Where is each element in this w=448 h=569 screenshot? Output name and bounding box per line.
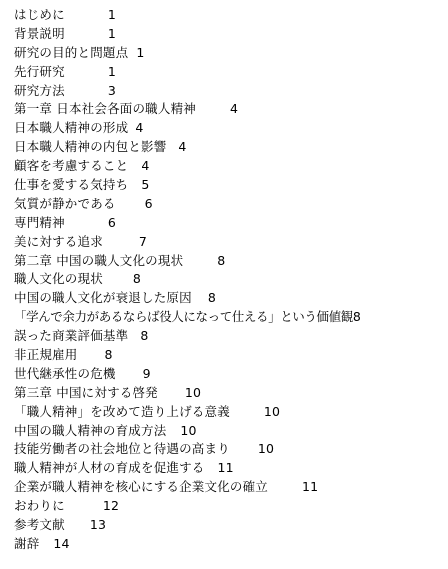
toc-entry-page: 10 [263,403,281,419]
toc-entry [14,270,444,289]
toc-entry-page: 10 [257,441,275,457]
toc-entry-page: 1 [107,25,116,41]
toc-entry [14,214,444,233]
toc-entry [14,327,444,346]
toc-entry-page: 11 [302,479,319,495]
toc-entry-title: 中国の職人文化が衰退した原因 [14,290,192,306]
toc-entry-title: 仕事を愛する気持ち [14,177,129,193]
toc-entry-page: 8 [207,290,216,306]
toc-entry-page: 4 [178,139,187,155]
toc-entry [14,100,444,119]
toc-entry-page: 3 [107,82,116,98]
toc-entry-page: 6 [107,214,116,230]
toc-entry-title: 日本職人精神の内包と影響 [14,139,167,155]
toc-entry-page: 10 [180,422,197,438]
toc-entry [14,440,444,459]
toc-entry-page: 8 [132,271,142,287]
toc-entry-page: 8 [140,328,149,344]
toc-entry [14,119,444,138]
toc-entry [14,157,444,176]
toc-entry [14,497,444,516]
toc-entry [14,6,444,25]
toc-entry-title: 先行研究 [14,63,65,79]
toc-entry-title: 参考文献 [14,517,65,533]
toc-entry-title: 第一章 日本社会各面の職人精神 [14,101,196,117]
toc-entry-title: 専門精神 [14,214,65,230]
toc-entry [14,25,444,44]
toc-entry-page: 8 [217,252,226,268]
toc-entry-title: 第三章 中国に対する啓発 [14,384,158,400]
toc-entry-title: 職人精神が人材の育成を促進する [14,460,205,476]
toc-entry-page: 6 [144,195,153,211]
toc-entry [14,195,444,214]
toc-entry-title: 職人文化の現状 [14,271,103,287]
toc-entry-page: 7 [138,233,148,249]
toc-entry-page: 1 [107,7,116,22]
toc-entry [14,365,444,384]
toc-entry-page: 10 [184,384,202,400]
toc-entry-title: 顧客を考慮すること [14,158,129,174]
toc-entry-title: 気質が静かである [14,195,116,211]
toc-entry [14,403,444,422]
toc-entry [14,478,444,497]
toc-entry-title: 技能労働者の社会地位と待遇の高まり [14,441,230,457]
toc-entry [14,346,444,365]
toc-entry-title: 誤った商業評価基準 [14,328,129,344]
toc-entry-title: おわりに [14,498,65,514]
toc-entry [14,384,444,403]
toc-entry-page: 14 [53,535,70,551]
toc-entry [14,63,444,82]
toc-entry-title: 「職人精神」を改めて造り上げる意義 [14,403,230,419]
toc-entry-page: 9 [142,365,151,381]
toc-entry [14,138,444,157]
toc-entry-page: 12 [102,498,120,514]
toc-entry-page: 4 [141,158,150,174]
toc-entry-title: 中国の職人精神の育成方法 [14,422,167,438]
toc-entry-page: 11 [217,460,234,476]
toc-entry-title: 研究の目的と問題点 [14,44,129,60]
toc-entry-title: 日本職人精神の形成 [14,120,129,136]
toc-entry [14,176,444,195]
toc-entry-title: 背景説明 [14,25,65,41]
toc-entry-page: 13 [89,517,107,533]
toc-entry-page: 1 [107,63,116,79]
toc-entry [14,82,444,101]
toc-entry [14,422,444,441]
toc-entry-title: はじめに [14,7,65,22]
toc-entry [14,289,444,308]
toc-entry-page: 8 [104,347,113,363]
toc-entry-page: 4 [135,120,144,136]
toc-entry [14,535,444,554]
toc-entry [14,459,444,478]
toc-entry-page: 8 [352,309,361,325]
toc-entry-page: 4 [229,101,239,117]
toc-entry-title: 美に対する追求 [14,233,103,249]
toc-entry-page: 1 [136,44,145,60]
toc-entry [14,252,444,271]
toc-entry [14,516,444,535]
toc-entry-title: 研究方法 [14,82,65,98]
toc-entry [14,308,444,327]
toc-entry-title: 非正規雇用 [14,347,78,363]
toc-entry-title: 謝辞 [14,535,40,551]
table-of-contents [14,6,444,554]
toc-entry [14,233,444,252]
toc-entry-page: 5 [141,177,150,193]
toc-entry-title: 第二章 中国の職人文化の現状 [14,252,184,268]
toc-entry-title: 企業が職人精神を核心にする企業文化の確立 [14,479,269,495]
toc-entry-title: 「学んで余力があるならば役人になって仕える」という価値観 [14,309,353,325]
toc-entry-title: 世代継承性の危機 [14,365,116,381]
toc-entry [14,44,444,63]
